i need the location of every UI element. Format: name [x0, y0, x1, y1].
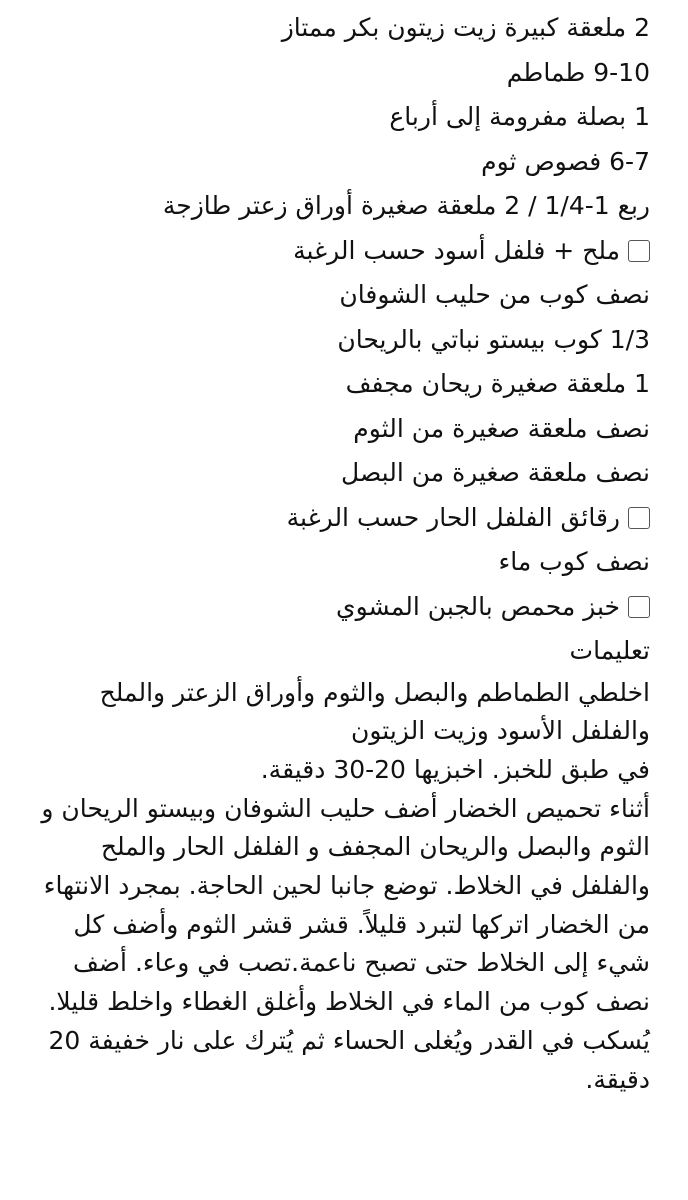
ingredient-text: خبز محمص بالجبن المشوي	[336, 591, 620, 621]
instruction-paragraph: أثناء تحميص الخضار أضف حليب الشوفان وبيستو الريحان و الثوم والبصل والريحان المجفف و الفلفل الحار والملح والفلفل في الخلاط. توضع جانبا لحين الحاجة. بمجرد الانتهاء من الخضار اتركها لتبرد قليلاً. قشر قشر الثوم وأضف كل شيء إلى الخلاط حتى تصبح ناعمة.تصب في وعاء. أضف نصف كوب من الماء في الخلاط وأغلق الغطاء واخلط قليلا. يُسكب في القدر ويُغلى الحساء ثم يُترك على نار خفيفة 20 دقيقة.	[41, 793, 650, 1094]
ingredient-text: ربع 1-1/4 / 2 ملعقة صغيرة أوراق زعتر طازجة	[162, 191, 650, 220]
ingredient-text: نصف كوب ماء	[498, 547, 650, 576]
ingredient-line	[24, 51, 650, 96]
instruction-paragraph: اخلطي الطماطم والبصل والثوم وأوراق الزعتر والملح والفلفل الأسود وزيت الزيتون	[99, 677, 650, 746]
ingredient-line	[24, 496, 650, 541]
instructions-body	[24, 674, 650, 1100]
instructions-heading: تعليمات	[569, 636, 650, 665]
ingredient-line	[24, 229, 650, 274]
ingredient-text: 1/3 كوب بيستو نباتي بالريحان	[337, 324, 650, 354]
ingredient-text: 2 ملعقة كبيرة زيت زيتون بكر ممتاز	[281, 13, 650, 42]
ingredient-line	[24, 140, 650, 185]
checkbox[interactable]	[628, 240, 650, 262]
ingredient-line	[24, 407, 650, 452]
ingredient-text: نصف ملعقة صغيرة من البصل	[341, 458, 650, 487]
ingredient-text: ملح + فلفل أسود حسب الرغبة	[293, 235, 620, 265]
ingredient-text: 6-7 فصوص ثوم	[481, 146, 650, 176]
ingredient-text: نصف ملعقة صغيرة من الثوم	[353, 413, 650, 443]
ingredient-text: 1 ملعقة صغيرة ريحان مجفف	[345, 369, 650, 398]
ingredient-text: 9-10 طماطم	[506, 57, 650, 87]
checkbox[interactable]	[628, 507, 650, 529]
checkbox[interactable]	[628, 596, 650, 618]
ingredient-list	[24, 6, 650, 629]
ingredient-line	[24, 184, 650, 229]
ingredient-line	[24, 362, 650, 407]
ingredient-line	[24, 540, 650, 585]
instruction-paragraph: في طبق للخبز. اخبزيها 20-30 دقيقة.	[260, 754, 650, 784]
ingredient-line	[24, 273, 650, 318]
ingredient-line	[24, 6, 650, 51]
ingredient-line	[24, 451, 650, 496]
ingredient-text: رقائق الفلفل الحار حسب الرغبة	[286, 502, 620, 532]
ingredient-line	[24, 585, 650, 630]
ingredient-line	[24, 95, 650, 140]
ingredient-text: 1 بصلة مفرومة إلى أرباع	[389, 102, 650, 131]
ingredient-line	[24, 318, 650, 363]
ingredient-text: نصف كوب من حليب الشوفان	[339, 280, 650, 309]
